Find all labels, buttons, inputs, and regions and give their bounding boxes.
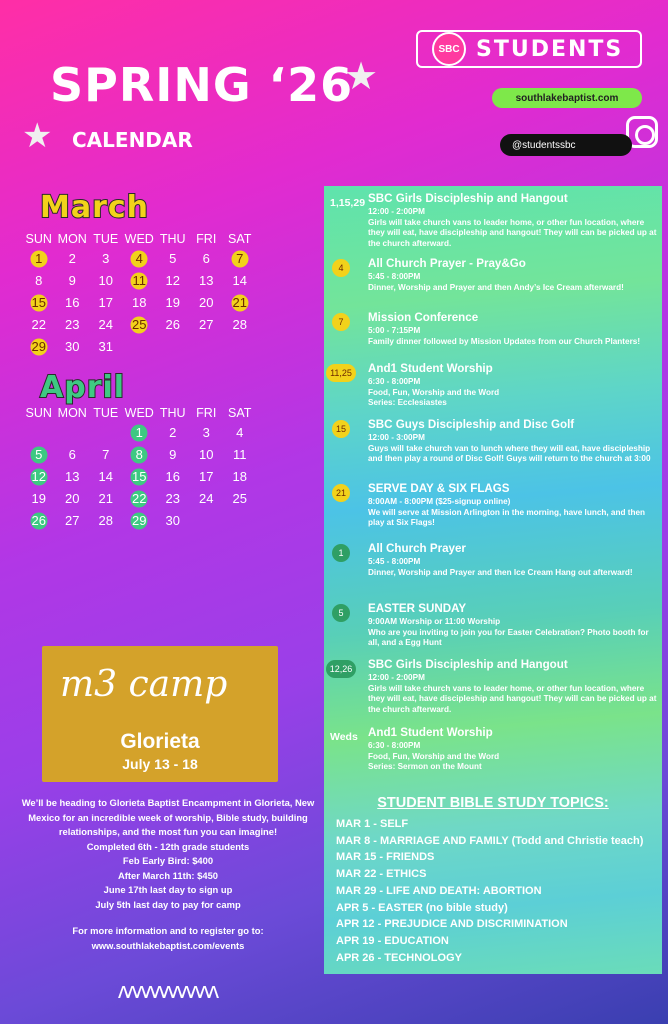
event-date-badge: 5 [332, 604, 350, 622]
calendar-day-event: 25 [123, 316, 157, 334]
calendar-day [123, 338, 157, 356]
march-calendar [22, 232, 257, 356]
event-date-badge: 1 [332, 544, 350, 562]
calendar-day: 2 [169, 425, 177, 440]
weekday-header: WED [124, 232, 154, 246]
topics-title: STUDENT BIBLE STUDY TOPICS: [377, 795, 609, 811]
calendar-day: 24 [98, 317, 113, 332]
calendar-day-event: 15 [22, 294, 56, 312]
calendar-day-event: 26 [22, 512, 56, 530]
calendar-day-event: 8 [123, 446, 157, 464]
calendar-day: 14 [98, 469, 113, 484]
event-title: And1 Student Worship [368, 726, 493, 739]
calendar-day: 10 [98, 273, 113, 288]
logo-circle: SBC [432, 32, 466, 66]
event-details: 5:45 - 8:00PM Dinner, Worship and Prayer and then Ice Cream Hang out afterward! [368, 557, 633, 577]
april-heading: April [40, 370, 126, 405]
calendar-day: 31 [98, 339, 113, 354]
weekday-header: THU [159, 406, 186, 420]
camp-grades: Completed 6th - 12th grade students [86, 840, 250, 852]
event-details: 12:00 - 3:00PM Guys will take church van to lunch where they will eat, have discipleship and then play a round of Disc Golf! Guys will return to the church at 3:00 [368, 433, 651, 464]
camp-description: We’ll be heading to Glorieta Baptist Encampment in Glorieta, New Mexico for an incredible week of worship, Bible study, building relationships, and the most fun you can imagine! [21, 797, 315, 838]
topic-item: MAR 29 - LIFE AND DEATH: ABORTION [336, 884, 542, 897]
march-heading: March [40, 190, 150, 225]
instagram-handle[interactable]: @studentssbc [500, 134, 632, 156]
calendar-day-event: 22 [123, 490, 157, 508]
star-icon: ★ [344, 56, 379, 98]
calendar-day: 6 [68, 447, 76, 462]
calendar-day [223, 512, 257, 530]
calendar-day [22, 424, 56, 442]
calendar-day: 16 [65, 295, 80, 310]
event-title: SERVE DAY & SIX FLAGS [368, 482, 510, 495]
calendar-day: 16 [165, 469, 180, 484]
topic-item: APR 26 - TECHNOLOGY [336, 951, 462, 964]
calendar-day-event: 21 [223, 294, 257, 312]
camp-register-link[interactable]: www.southlakebaptist.com/events [91, 939, 245, 951]
camp-dates: July 13 - 18 [122, 756, 198, 772]
event-title: Mission Conference [368, 311, 479, 324]
calendar-day [156, 338, 190, 356]
calendar-day-event: 1 [22, 250, 56, 268]
event-details: 9:00AM Worship or 11:00 Worship Who are you inviting to join you for Easter Celebration? Photo booth for all, and a Egg Hunt [368, 617, 649, 648]
weekday-header: SAT [228, 406, 252, 420]
event-title: SBC Guys Discipleship and Disc Golf [368, 418, 575, 431]
event-date-badge: 11,25 [326, 364, 356, 382]
calendar-day [89, 424, 123, 442]
calendar-day-event: 4 [123, 250, 157, 268]
calendar-day [223, 338, 257, 356]
calendar-day-event: 15 [123, 468, 157, 486]
calendar-day: 10 [199, 447, 214, 462]
topic-item: APR 5 - EASTER (no bible study) [336, 901, 508, 914]
event-title: EASTER SUNDAY [368, 602, 467, 615]
weekday-header: SUN [25, 406, 52, 420]
calendar-day-event: 12 [22, 468, 56, 486]
event-title: SBC Girls Discipleship and Hangout [368, 658, 568, 671]
calendar-day: 23 [65, 317, 80, 332]
sbc-students-logo [416, 30, 642, 68]
calendar-day: 23 [165, 491, 180, 506]
topics-list [336, 816, 643, 966]
calendar-day-event: 29 [22, 338, 56, 356]
topic-item: MAR 15 - FRIENDS [336, 851, 435, 864]
scribble-decoration: ʌʌʌʌʌʌʌʌʌʌʌ [118, 978, 217, 1003]
event-title: All Church Prayer [368, 542, 466, 555]
event-title: All Church Prayer - Pray&Go [368, 257, 526, 270]
camp-register-info [10, 924, 326, 953]
weekday-header: WED [124, 406, 154, 420]
weekday-header: SAT [228, 232, 252, 246]
topic-item: MAR 22 - ETHICS [336, 868, 427, 881]
calendar-day: 18 [232, 469, 247, 484]
topic-item: MAR 8 - MARRIAGE AND FAMILY (Todd and Christie teach) [336, 834, 644, 847]
calendar-day: 21 [98, 491, 113, 506]
camp-info-text: For more information and to register go to: [72, 925, 264, 936]
event-date-badge: Weds [330, 731, 358, 743]
website-link[interactable]: southlakebaptist.com [492, 88, 642, 108]
calendar-day: 3 [102, 251, 110, 266]
calendar-day: 28 [98, 513, 113, 528]
calendar-day: 24 [199, 491, 214, 506]
weekday-header: MON [57, 232, 87, 246]
event-details: 6:30 - 8:00PM Food, Fun, Worship and the Word Series: Ecclesiastes [368, 377, 500, 408]
calendar-day-event: 5 [22, 446, 56, 464]
event-date-badge: 4 [332, 259, 350, 277]
event-details: 12:00 - 2:00PM Girls will take church vans to leader home, or other fun location, where they will eat, have discipleship and hangout! They will can be picked up at the church afterward. [368, 673, 657, 714]
camp-location: Glorieta [120, 730, 200, 753]
calendar-day [56, 424, 90, 442]
event-details: 8:00AM - 8:00PM ($25-signup online) We will serve at Mission Arlington in the morning, have lunch, and then play at Six Flags! [368, 497, 646, 528]
calendar-day-event: 29 [123, 512, 157, 530]
calendar-day: 6 [202, 251, 210, 266]
camp-pay-deadline: July 5th last day to pay for camp [95, 899, 241, 911]
calendar-day: 27 [199, 317, 214, 332]
april-calendar [22, 406, 257, 530]
camp-early-bird: Feb Early Bird: $400 [122, 855, 214, 867]
camp-logo: m3 camp [60, 664, 228, 705]
calendar-day: 26 [165, 317, 180, 332]
calendar-day: 30 [65, 339, 80, 354]
logo-text: STUDENTS [476, 36, 624, 62]
calendar-day: 18 [132, 295, 147, 310]
camp-signup-deadline: June 17th last day to sign up [103, 884, 233, 896]
calendar-day-event: 11 [123, 272, 157, 290]
calendar-day: 4 [236, 425, 244, 440]
calendar-day: 9 [169, 447, 177, 462]
calendar-day: 17 [199, 469, 214, 484]
weekday-header: TUE [93, 232, 119, 246]
event-date-badge: 21 [332, 484, 350, 502]
calendar-day [190, 338, 224, 356]
event-details: 12:00 - 2:00PM Girls will take church vans to leader home, or other fun location, where they will eat, have discipleship and hangout! They will can be picked up at the church afterward. [368, 207, 657, 248]
event-title: And1 Student Worship [368, 362, 493, 375]
calendar-day: 13 [65, 469, 80, 484]
weekday-header: MON [57, 406, 87, 420]
event-date-badge: 15 [332, 420, 350, 438]
event-details: 5:45 - 8:00PM Dinner, Worship and Prayer and then Andy’s Ice Cream afterward! [368, 272, 624, 292]
calendar-day: 12 [165, 273, 180, 288]
event-date-badge: 1,15,29 [330, 197, 366, 209]
calendar-day: 14 [232, 273, 247, 288]
event-date-badge: 7 [332, 313, 350, 331]
calendar-day: 27 [65, 513, 80, 528]
event-details: 6:30 - 8:00PM Food, Fun, Worship and the Word Series: Sermon on the Mount [368, 741, 500, 772]
weekday-header: FRI [196, 406, 217, 420]
calendar-day [190, 512, 224, 530]
calendar-day: 3 [202, 425, 210, 440]
calendar-day: 17 [98, 295, 113, 310]
calendar-day: 7 [102, 447, 110, 462]
weekday-header: THU [159, 232, 186, 246]
calendar-day: 20 [65, 491, 80, 506]
calendar-day-event: 1 [123, 424, 157, 442]
topic-item: MAR 1 - SELF [336, 818, 409, 830]
calendar-day: 2 [68, 251, 76, 266]
calendar-day: 22 [31, 317, 46, 332]
weekday-header: FRI [196, 232, 217, 246]
topic-item: APR 12 - PREJUDICE AND DISCRIMINATION [336, 918, 568, 931]
calendar-day: 30 [165, 513, 180, 528]
calendar-day: 9 [68, 273, 76, 288]
page-title: SPRING ‘26 [50, 58, 354, 112]
calendar-day: 28 [232, 317, 247, 332]
calendar-day: 13 [199, 273, 214, 288]
calendar-day-event: 7 [223, 250, 257, 268]
calendar-day: 20 [199, 295, 214, 310]
weekday-header: TUE [93, 406, 119, 420]
weekday-header: SUN [25, 232, 52, 246]
camp-details [10, 796, 326, 913]
calendar-day: 25 [232, 491, 247, 506]
event-title: SBC Girls Discipleship and Hangout [368, 192, 568, 205]
calendar-day: 19 [31, 491, 46, 506]
calendar-day: 5 [169, 251, 177, 266]
page-subtitle: CALENDAR [72, 128, 193, 152]
calendar-day: 8 [35, 273, 43, 288]
star-icon: ★ [22, 117, 53, 155]
event-details: 5:00 - 7:15PM Family dinner followed by Mission Updates from our Church Planters! [368, 326, 641, 346]
calendar-day: 19 [165, 295, 180, 310]
calendar-day: 11 [233, 447, 247, 462]
camp-after-price: After March 11th: $450 [117, 869, 219, 881]
topic-item: APR 19 - EDUCATION [336, 934, 449, 947]
event-date-badge: 12,26 [326, 660, 356, 678]
